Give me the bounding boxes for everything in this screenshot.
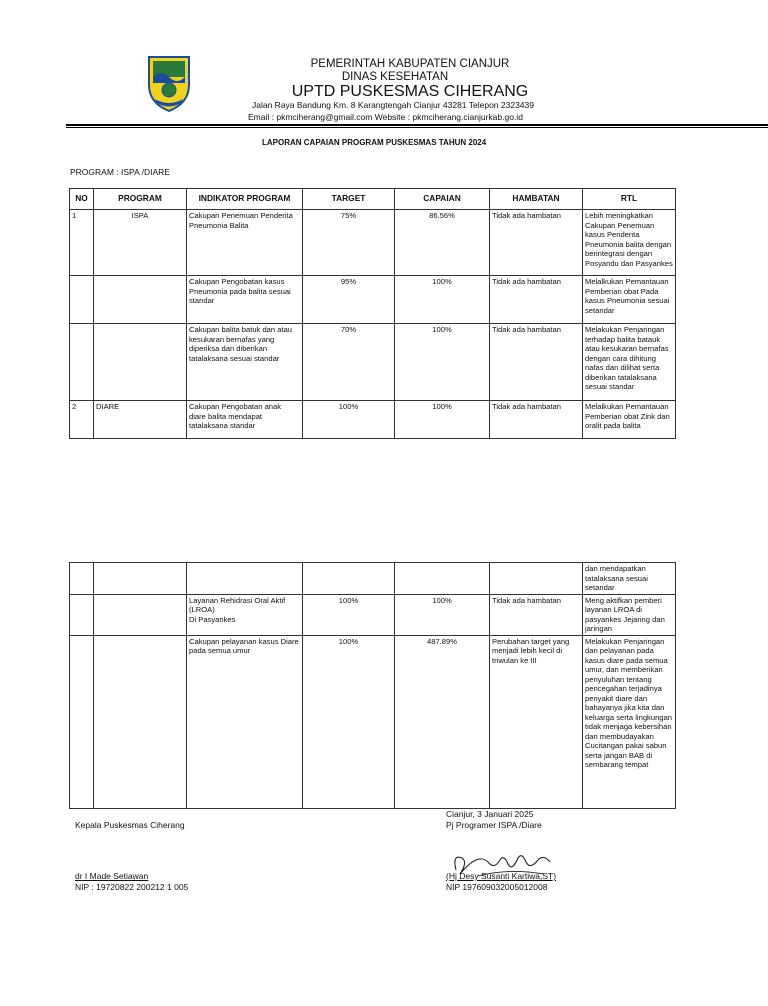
cell-hambatan: Tidak ada hambatan [490,594,583,635]
cell-no [70,635,94,808]
table-row [70,635,676,808]
right-signatory-nip: NIP 197609032005012008 [446,882,548,892]
cell-target: 75% [303,210,395,276]
cell-program [94,635,187,808]
column-header: RTL [583,189,676,210]
achievement-table-continued [69,562,676,809]
cell-no: 2 [70,401,94,439]
achievement-table [69,188,676,439]
cell-no: 1 [70,210,94,276]
cell-hambatan [490,563,583,595]
header-institution-name: UPTD PUSKESMAS CIHERANG [291,83,529,100]
cell-no [70,276,94,324]
cell-target: 100% [303,635,395,808]
cell-rtl: Lebih meningkatkan Cakupan Penemuan kasus Penderita Pneumonia balita dengan berintegrasi dengan Posyandu dan Pasyankes [583,210,676,276]
report-title: LAPORAN CAPAIAN PROGRAM PUSKESMAS TAHUN 2024 [262,138,487,147]
table-row [70,563,676,595]
cell-target [303,563,395,595]
column-header: NO [70,189,94,210]
cell-target: 95% [303,276,395,324]
table-row [70,324,676,401]
header-contact: Email : pkmciherang@gmail.com Website : pkmciherang.cianjurkab.go.id [248,112,523,122]
cell-rtl: dan mendapatkan tatalaksana sesuai setandar [583,563,676,595]
cell-indikator: Cakupan Pengobatan kasus Pneumonia pada balita sesuai standar [187,276,303,324]
cell-indikator: Cakupan Pengobatan anak diare balita mendapat tatalaksana standar [187,401,303,439]
right-signatory-name: (Hj Desy Susanti Kartiwa,ST) [446,871,557,881]
cell-program: DIARE [94,401,187,439]
header-office-line: DINAS KESEHATAN [341,71,449,83]
cell-indikator: Layanan Rehidrasi Oral Aktif (LROA) Di Pasyankes [187,594,303,635]
header-divider-thin [66,127,768,128]
cell-rtl: Meng aktifkan pemberi layanan LROA di pasyankes Jejaring dan jaringan [583,594,676,635]
cell-program [94,594,187,635]
table-row [70,594,676,635]
cell-capaian: 100% [395,324,490,401]
table-header-row [70,189,676,210]
cell-program: ISPA [94,210,187,276]
cell-hambatan: Tidak ada hambatan [490,210,583,276]
cell-indikator: Cakupan balita batuk dan atau kesukaran bernafas yang diperiksa dan diberikan tatalaksana sesuai standar [187,324,303,401]
cell-indikator [187,563,303,595]
header-government-line: PEMERINTAH KABUPATEN CIANJUR [310,58,510,70]
cell-no [70,594,94,635]
cell-hambatan: Perubahan target yang menjadi lebih kecil di triwulan ke III [490,635,583,808]
cell-rtl: Melalkukan Pemantauan Pemberian obat Zink dan oralit pada balita [583,401,676,439]
column-header: TARGET [303,189,395,210]
cell-capaian: 100% [395,401,490,439]
cell-target: 100% [303,594,395,635]
cianjur-regency-emblem-icon [145,55,193,113]
program-line: PROGRAM : ISPA /DIARE [70,167,170,177]
cell-target: 70% [303,324,395,401]
place-date: Cianjur, 3 Januari 2025 [446,809,534,819]
cell-capaian: 487.89% [395,635,490,808]
left-signatory-title: Kepala Puskesmas Ciherang [75,820,185,830]
header-divider [66,124,768,126]
cell-program [94,563,187,595]
header-address: Jalan Raya Bandung Km. 8 Karangtengah Cianjur 43281 Telepon 2323439 [252,100,534,110]
cell-indikator: Cakupan Penemuan Penderita Pneumonia Balita [187,210,303,276]
column-header: CAPAIAN [395,189,490,210]
table-row [70,401,676,439]
cell-capaian [395,563,490,595]
table-row [70,210,676,276]
cell-hambatan: Tidak ada hambatan [490,401,583,439]
cell-rtl: Melalkukan Pemantauan Pemberian obat Pada kasus Pneumonia sesuai setandar [583,276,676,324]
cell-program [94,276,187,324]
cell-no [70,563,94,595]
column-header: PROGRAM [94,189,187,210]
column-header: INDIKATOR PROGRAM [187,189,303,210]
cell-capaian: 86.56% [395,210,490,276]
cell-rtl: Melakukan Penjaringan terhadap balita batauk atau kesukaran bernafas dengan cara dihitung nafas dan dilihat serta diberikan tatalaksana sesuai standar [583,324,676,401]
column-header: HAMBATAN [490,189,583,210]
table-row [70,276,676,324]
cell-indikator: Cakupan pelayanan kasus Diare pada semua umur [187,635,303,808]
right-signatory-title: Pj Programer ISPA /Diare [446,820,542,830]
cell-target: 100% [303,401,395,439]
cell-hambatan: Tidak ada hambatan [490,276,583,324]
cell-capaian: 100% [395,594,490,635]
cell-program [94,324,187,401]
left-signatory-nip: NIP : 19720822 200212 1 005 [75,882,189,892]
cell-no [70,324,94,401]
cell-rtl: Melakukan Penjaringan dan pelayanan pada kasus diare pada semua umur, dan memberikan penyuluhan tentang pencegahan terjadinya penyakit diare dan bahayanya jika kita dan keluarga serta lingkungan tidak menjaga kebersihan dan membudayakan Cucitangan pakai sabun serta jangan BAB di sembarang tempat [583,635,676,808]
cell-capaian: 100% [395,276,490,324]
cell-hambatan: Tidak ada hambatan [490,324,583,401]
left-signatory-name: dr I Made Setiawan [75,871,149,881]
